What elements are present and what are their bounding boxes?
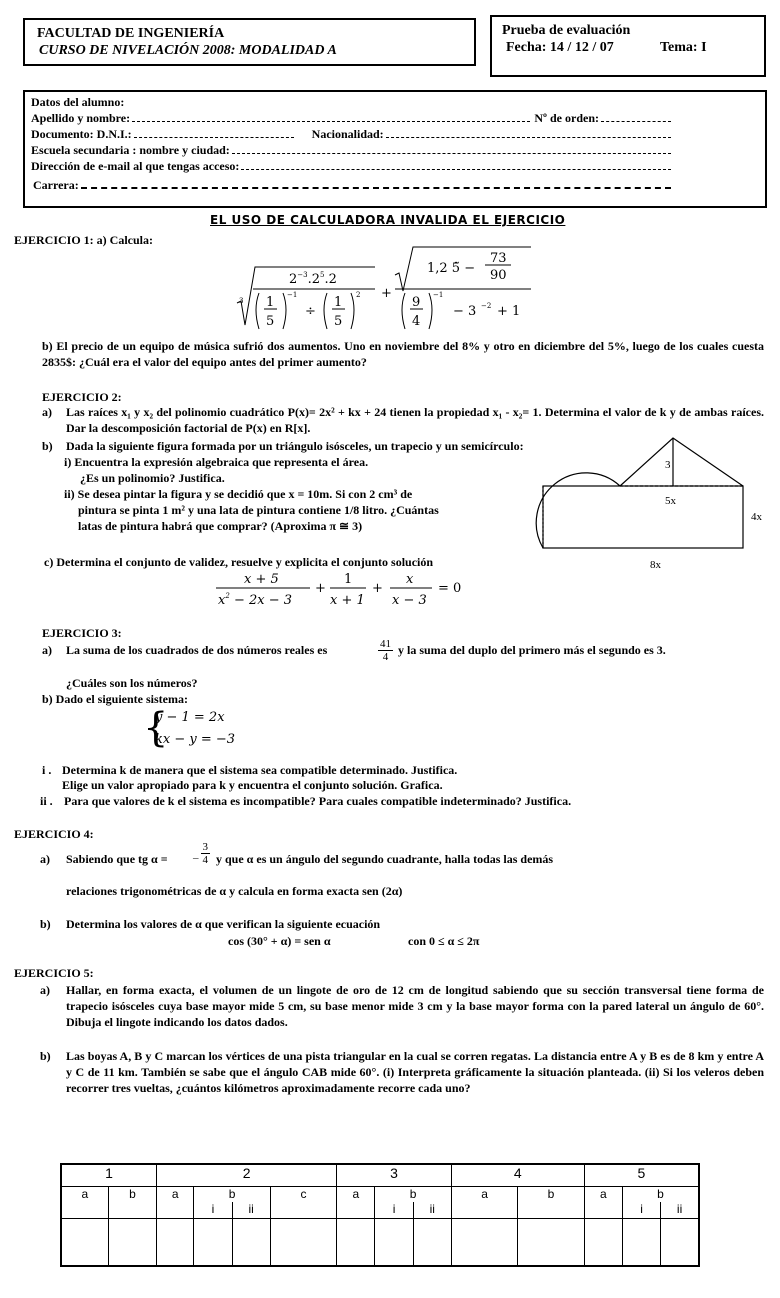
score-cell[interactable]	[61, 1218, 108, 1266]
ex4-a2: relaciones trigonométricas de α y calcula en forma exacta sen (2α)	[66, 884, 403, 898]
grid-group-3: 3	[337, 1164, 452, 1186]
grid-group-5: 5	[584, 1164, 699, 1186]
ex2-c: c) Determina el conjunto de validez, resuelve y explicita el conjunto solución	[44, 555, 434, 569]
ex1-b: b) El precio de un equipo de música sufrió dos aumentos. Uno en noviembre del 8% y otro en diciembre del 5%, luego de los cuales cuesta 2835$: ¿Cuál era el valor del equipo antes del primer aumento?	[42, 339, 764, 369]
exam-topic: Tema: I	[660, 40, 707, 55]
grid-2b-ii: ii	[232, 1202, 270, 1218]
score-cell[interactable]	[661, 1218, 699, 1266]
fig-label-3: 3	[665, 459, 671, 471]
svg-text:90: 90	[490, 268, 507, 283]
grid-5b-i: i	[622, 1202, 660, 1218]
school-blank[interactable]	[232, 143, 671, 154]
svg-text:5: 5	[266, 314, 275, 329]
svg-text:1,2 5̃ −: 1,2 5̃ −	[427, 261, 476, 276]
svg-text:2−3.25.2: $2^{-3}.2^5.2$	[289, 271, 337, 287]
name-blank[interactable]	[132, 111, 530, 122]
grid-1b: b	[108, 1186, 156, 1218]
nationality-blank[interactable]	[386, 127, 671, 138]
exam-box	[490, 15, 766, 77]
doc-label: Documento: D.N.I.:	[31, 127, 132, 141]
email-blank[interactable]	[241, 159, 671, 170]
ex3-b: b) Dado el siguiente sistema:	[42, 692, 188, 706]
ex1-title: EJERCICIO 1: a) Calcula:	[14, 233, 154, 247]
ex3-ii-marker: ii .	[40, 794, 53, 808]
name-label: Apellido y nombre:	[31, 111, 131, 125]
ex2-b-ii-2: pintura se pinta 1 m² y una lata de pintura contiene 1/8 litro. ¿Cuántas	[78, 503, 439, 517]
svg-text:−2: −2	[481, 302, 492, 310]
school-label: Escuela secundaria : nombre y ciudad:	[31, 143, 230, 157]
doc-row	[31, 127, 671, 142]
grid-group-4: 4	[451, 1164, 584, 1186]
svg-text:x + 5: x + 5	[244, 572, 279, 587]
svg-text:x2 − 2x − 3: $x^2 - 2x - 3$	[218, 592, 293, 608]
svg-text:2: 2	[356, 291, 361, 299]
ex3-i-2: Elige un valor apropiado para k y encuentra el conjunto solución. Grafica.	[62, 778, 443, 792]
grid-2c: c	[270, 1186, 336, 1218]
grid-sub-row	[61, 1186, 699, 1202]
score-cell[interactable]	[232, 1218, 270, 1266]
faculty-box	[23, 18, 476, 66]
svg-text:4: 4	[412, 314, 421, 329]
grid-3b: b	[375, 1186, 451, 1202]
svg-text:9: 9	[412, 295, 421, 310]
grid-4b: b	[518, 1186, 584, 1218]
ex2-a: Las raíces x₁ y x₂ del polinomio cuadrático P(x)= 2x² + kx + 24 tienen la propiedad x₁ - x₂= 1. Determina el valor de k y de ambas raíces. Dar la descomposición factorial de P(x) en R[x].	[66, 405, 764, 435]
svg-text:+: +	[372, 581, 383, 596]
grid-3a: a	[337, 1186, 375, 1218]
order-label: Nº de orden:	[534, 111, 599, 125]
faculty-name: FACULTAD DE INGENIERÍA	[37, 26, 225, 41]
grid-2b: b	[194, 1186, 270, 1202]
score-cell[interactable]	[451, 1218, 517, 1266]
ex3-eq2: kx − y = −3	[155, 732, 236, 747]
email-label: Dirección de e-mail al que tengas acceso:	[31, 159, 240, 173]
svg-text:−1: −1	[433, 291, 444, 299]
ex4-a-post: y que α es un ángulo del segundo cuadrante, halla todas las demás	[216, 852, 554, 866]
ex4-a-num: 3	[202, 841, 208, 853]
exam-title: Prueba de evaluación	[502, 23, 631, 38]
order-blank[interactable]	[601, 111, 671, 122]
grid-2b-i: i	[194, 1202, 232, 1218]
grid-group-2: 2	[157, 1164, 337, 1186]
ex2-a-marker: a)	[42, 405, 52, 419]
grid-5b-ii: ii	[661, 1202, 699, 1218]
svg-text:x: x	[406, 572, 414, 587]
career-label: Carrera:	[33, 178, 79, 192]
ex3-eq1: y − 1 = 2x	[155, 710, 225, 725]
ex4-a-pre: Sabiendo que tg α =	[66, 852, 168, 866]
ex1-formula	[235, 245, 535, 337]
grid-group-1: 1	[61, 1164, 157, 1186]
ex4-a-fraction: _ $\frac{3}{4}$	[193, 841, 208, 866]
name-row	[31, 111, 671, 126]
svg-text:3: 3	[239, 297, 244, 305]
student-box	[23, 90, 767, 208]
ex2-figure	[525, 430, 775, 575]
grid-2a: a	[157, 1186, 194, 1218]
ex2-b-ii-3: latas de pintura habrá que comprar? (Aproxima π ≅ 3)	[78, 519, 363, 533]
score-cell[interactable]	[584, 1218, 622, 1266]
svg-text:1: 1	[266, 295, 275, 310]
ex5-title: EJERCICIO 5:	[14, 966, 94, 980]
grid-3b-ii: ii	[413, 1202, 451, 1218]
fig-label-4x: 4x	[751, 511, 762, 523]
svg-text:+: +	[381, 286, 392, 301]
score-cell[interactable]	[270, 1218, 336, 1266]
ex2-b: Dada la siguiente figura formada por un triángulo isósceles, un trapecio y un semicírculo:	[66, 439, 524, 453]
grid-score-row	[61, 1218, 699, 1266]
grading-table	[60, 1163, 700, 1267]
score-cell[interactable]	[413, 1218, 451, 1266]
grid-5a: a	[584, 1186, 622, 1218]
ex4-b-eq: cos (30° + α) = sen α	[228, 934, 331, 948]
course-name: CURSO DE NIVELACIÓN 2008: MODALIDAD A	[39, 43, 337, 58]
career-row	[33, 178, 671, 193]
score-cell[interactable]	[622, 1218, 660, 1266]
svg-text:+: +	[315, 581, 326, 596]
ex3-i-1: Determina k de manera que el sistema sea compatible determinado. Justifica.	[62, 763, 458, 777]
ex3-a-marker: a)	[42, 643, 52, 657]
svg-text:1: 1	[344, 572, 353, 587]
ex3-a2: ¿Cuáles son los números?	[66, 676, 198, 690]
ex2-b-i: i) Encuentra la expresión algebraica que representa el área.	[64, 455, 369, 469]
ex5-b: Las boyas A, B y C marcan los vértices de una pista triangular en la cual se corren regatas. La distancia entre A y B es de 8 km y entre A y C de 11 km. También se sabe que el ángulo CAB mide 60°. (i) Interpreta gráficamente la situación planteada. (ii) Si los veleros deben recorrer tres vueltas, ¿cuántos kilómetros aproximadamente recorre cada uno?	[66, 1049, 764, 1095]
grid-4a: a	[451, 1186, 517, 1218]
svg-text:−1: −1	[287, 291, 298, 299]
email-row	[31, 159, 671, 174]
score-cell[interactable]	[157, 1218, 194, 1266]
svg-text:x + 1: x + 1	[330, 593, 365, 608]
student-title: Datos del alumno:	[31, 95, 125, 109]
ex4-a-marker: a)	[40, 852, 50, 866]
ex5-a: Hallar, en forma exacta, el volumen de un lingote de oro de 12 cm de longitud sabiendo que su sección transversal tiene forma de trapecio isósceles cuya base mayor mide 5 cm, su base menor mide 3 cm y la base mayor forma con la pared lateral un ángulo de 60°. Dibuja el lingote indicando los datos dados.	[66, 983, 764, 1029]
svg-text:÷: ÷	[305, 304, 316, 319]
ex3-a-num: 41	[380, 638, 391, 650]
doc-blank[interactable]	[134, 127, 294, 138]
calculator-warning: EL USO DE CALCULADORA INVALIDA EL EJERCICIO	[210, 213, 566, 227]
ex3-a-pre: La suma de los cuadrados de dos números reales es	[66, 643, 328, 657]
score-cell[interactable]	[337, 1218, 375, 1266]
ex3-a-den: 4	[382, 651, 389, 663]
ex4-b-cond: con 0 ≤ α ≤ 2π	[408, 934, 480, 948]
ex3-title: EJERCICIO 3:	[42, 626, 122, 640]
svg-text:x − 3: x − 3	[392, 593, 427, 608]
svg-text:73: 73	[490, 251, 507, 266]
ex3-ii: Para que valores de k el sistema es incompatible? Para cuales compatible indeterminado? Justifica.	[64, 794, 572, 808]
career-blank[interactable]	[81, 178, 671, 189]
ex2-c-equation	[214, 568, 474, 610]
score-cell[interactable]	[518, 1218, 584, 1266]
ex5-a-marker: a)	[40, 983, 50, 997]
grid-5b: b	[622, 1186, 699, 1202]
score-cell[interactable]	[375, 1218, 413, 1266]
ex2-b-marker: b)	[42, 439, 53, 453]
ex2-b-i2: ¿Es un polinomio? Justifica.	[80, 471, 225, 485]
svg-text:= 0: = 0	[438, 581, 462, 596]
ex2-b-ii-1: ii) Se desea pintar la figura y se decidió que x = 10m. Si con 2 cm³ de	[64, 487, 413, 501]
svg-text:1: 1	[334, 295, 343, 310]
score-cell[interactable]	[108, 1218, 156, 1266]
ex2-title: EJERCICIO 2:	[42, 390, 122, 404]
ex3-a-post: y la suma del duplo del primero más el segundo es 3.	[398, 643, 666, 657]
score-cell[interactable]	[194, 1218, 232, 1266]
grid-1a: a	[61, 1186, 108, 1218]
svg-text:− 3: − 3	[453, 304, 477, 319]
svg-text:5: 5	[334, 314, 343, 329]
school-row	[31, 143, 671, 158]
fig-label-5x: 5x	[665, 495, 676, 507]
nationality-label: Nacionalidad:	[311, 127, 384, 141]
ex3-a-fraction	[378, 638, 393, 663]
svg-text:+ 1: + 1	[497, 304, 521, 319]
ex4-title: EJERCICIO 4:	[14, 827, 94, 841]
ex5-b-marker: b)	[40, 1049, 51, 1063]
exam-date: Fecha: 14 / 12 / 07	[506, 40, 614, 55]
ex4-b-marker: b)	[40, 917, 51, 931]
ex3-i-marker: i .	[42, 763, 52, 777]
ex4-a-den: 4	[202, 854, 208, 866]
fig-label-8x: 8x	[650, 559, 661, 571]
grid-header-row	[61, 1164, 699, 1186]
grid-3b-i: i	[375, 1202, 413, 1218]
ex4-b: Determina los valores de α que verifican la siguiente ecuación	[66, 917, 381, 931]
